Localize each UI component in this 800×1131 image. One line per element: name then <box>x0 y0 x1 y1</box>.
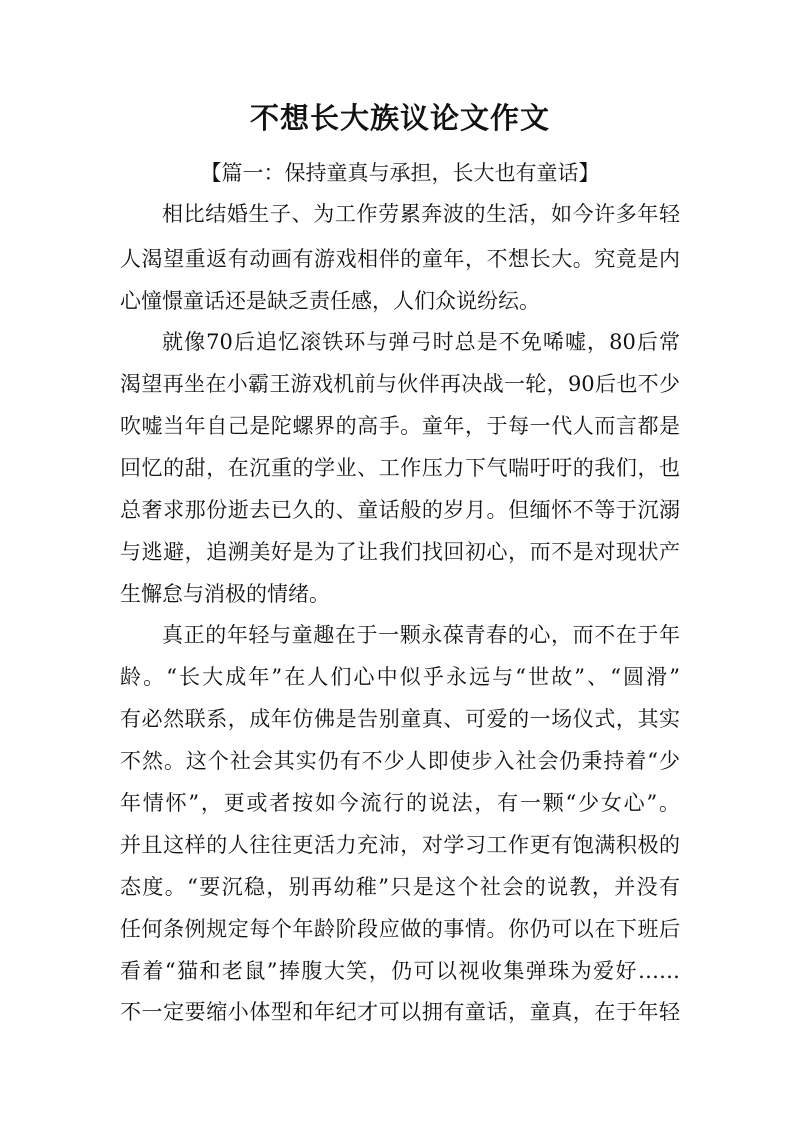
paragraph-line: 不然。这个社会其实仍有不少人即使步入社会仍秉持着“少 <box>120 749 680 773</box>
paragraph-line: 相比结婚生子、为工作劳累奔波的生活，如今许多年轻 <box>162 202 680 226</box>
paragraph-line: 看着“猫和老鼠”捧腹大笑，仍可以视收集弹珠为爱好…… <box>120 959 680 983</box>
paragraph-line: 心憧憬童话还是缺乏责任感，人们众说纷纭。 <box>120 289 540 313</box>
paragraph-line: 渴望再坐在小霸王游戏机前与伙伴再决战一轮，90后也不少 <box>120 372 680 396</box>
paragraph-line: 任何条例规定每个年龄阶段应做的事情。你仍可以在下班后 <box>120 917 680 941</box>
paragraph-line: 就像70后追忆滚铁环与弹弓时总是不免唏嘘，80后常 <box>162 330 680 354</box>
paragraph-line: 年情怀”，更或者按如今流行的说法，有一颗“少女心”。 <box>120 791 680 815</box>
paragraph-line: 人渴望重返有动画有游戏相伴的童年，不想长大。究竟是内 <box>120 247 680 271</box>
paragraph-line: 龄。“长大成年”在人们心中似乎永远与“世故”、“圆滑” <box>120 665 680 689</box>
paragraph-line: 有必然联系，成年仿佛是告别童真、可爱的一场仪式，其实 <box>120 707 680 731</box>
document-title: 不想长大族议论文作文 <box>249 101 550 135</box>
paragraph-line: 不一定要缩小体型和年纪才可以拥有童话，童真，在于年轻 <box>120 1000 680 1024</box>
paragraph-line: 并且这样的人往往更活力充沛，对学习工作更有饱满积极的 <box>120 833 680 857</box>
paragraph-line: 总奢求那份逝去已久的、童话般的岁月。但缅怀不等于沉溺 <box>120 498 680 522</box>
paragraph-line: 吹嘘当年自己是陀螺界的高手。童年，于每一代人而言都是 <box>120 414 680 438</box>
paragraph-line: 与逃避，追溯美好是为了让我们找回初心，而不是对现状产 <box>120 540 680 564</box>
paragraph-line: 真正的年轻与童趣在于一颗永葆青春的心，而不在于年 <box>162 623 680 647</box>
paragraph-line: 态度。“要沉稳，别再幼稚”只是这个社会的说教，并没有 <box>120 875 680 899</box>
paragraph-line: 生懈怠与消极的情绪。 <box>120 582 330 606</box>
section-heading: 【篇一：保持童真与承担，长大也有童话】 <box>200 161 600 185</box>
paragraph-line: 回忆的甜，在沉重的学业、工作压力下气喘吁吁的我们，也 <box>120 456 680 480</box>
